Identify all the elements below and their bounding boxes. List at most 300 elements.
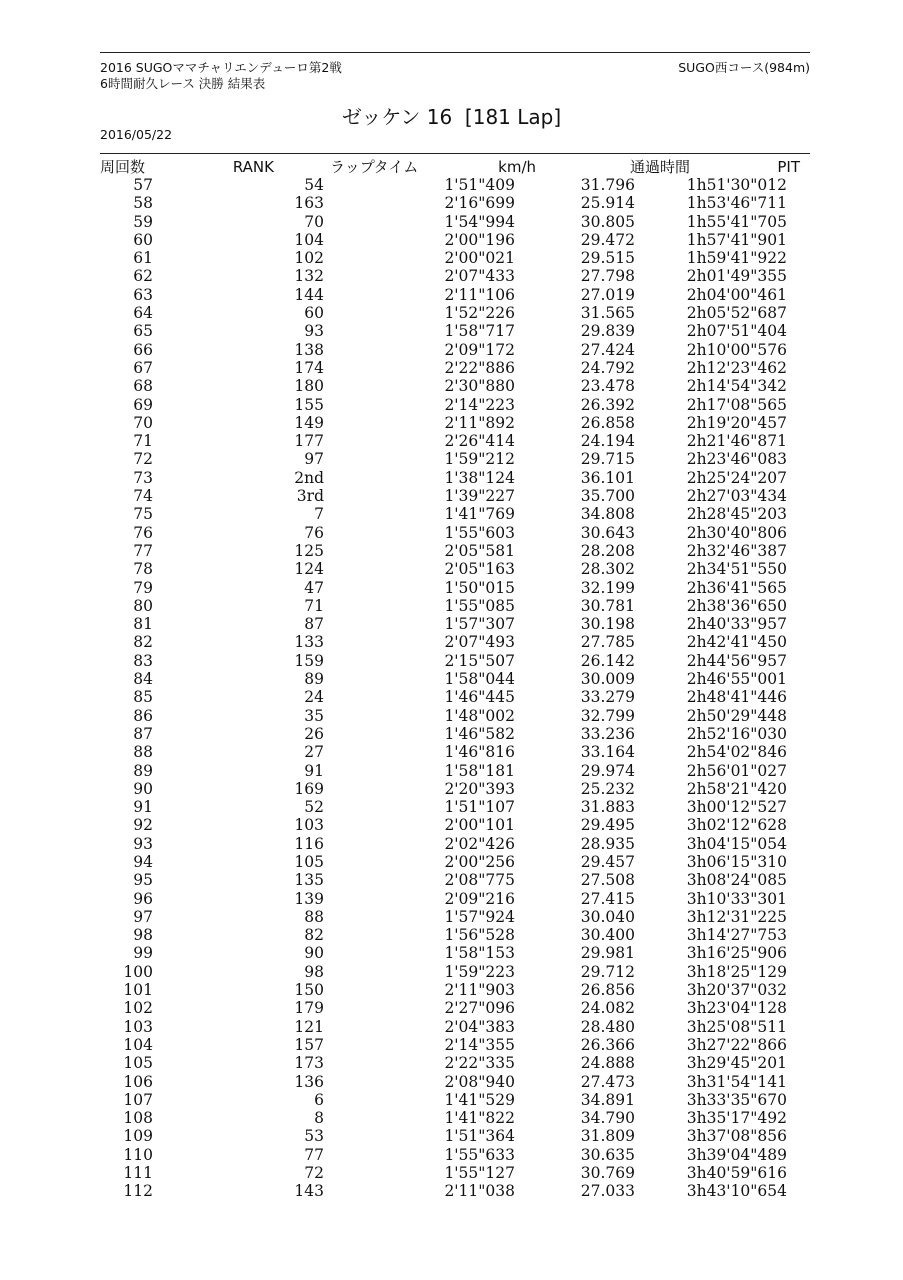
passing-time-cell: 1h55'41"705 bbox=[686, 212, 787, 231]
passing-time-cell: 1h53'46"711 bbox=[686, 194, 787, 213]
lap-number: 85 bbox=[133, 688, 153, 707]
lap-time-cell: 1'55"603 bbox=[444, 523, 515, 542]
lap-number: 81 bbox=[133, 615, 153, 634]
lap-time-cell: 2'00"196 bbox=[444, 230, 515, 249]
table-row bbox=[100, 194, 810, 212]
lap-number: 100 bbox=[123, 962, 153, 981]
speed-cell: 24.888 bbox=[580, 1054, 635, 1073]
pit-cell bbox=[787, 286, 810, 304]
pit-cell bbox=[787, 615, 810, 633]
col-header-lap: 周回数 bbox=[100, 158, 146, 176]
col-header-lap-time: ラップタイム bbox=[330, 158, 419, 176]
pit-cell bbox=[787, 1036, 810, 1054]
passing-time-cell: 2h27'03"434 bbox=[686, 487, 787, 506]
speed-cell: 26.856 bbox=[580, 981, 635, 1000]
lap-number: 101 bbox=[123, 981, 153, 1000]
lap-number: 99 bbox=[133, 944, 153, 963]
speed-cell: 26.392 bbox=[580, 395, 635, 414]
lap-time-cell: 1'58"153 bbox=[444, 944, 515, 963]
lap-number: 78 bbox=[133, 560, 153, 579]
rank-cell: 26 bbox=[304, 724, 324, 743]
table-row bbox=[100, 1091, 810, 1109]
lap-time-cell: 1'51"409 bbox=[444, 176, 515, 194]
lap-time-cell: 2'11"892 bbox=[444, 413, 515, 432]
speed-cell: 29.457 bbox=[580, 852, 635, 871]
lap-time-cell: 2'08"940 bbox=[444, 1072, 515, 1091]
pit-cell bbox=[787, 798, 810, 816]
rank-cell: 143 bbox=[294, 1182, 324, 1201]
table-row bbox=[100, 249, 810, 267]
rank-cell: 87 bbox=[304, 615, 324, 634]
pit-cell bbox=[787, 652, 810, 670]
table-row bbox=[100, 670, 810, 688]
rank-cell: 27 bbox=[304, 743, 324, 762]
lap-number: 90 bbox=[133, 779, 153, 798]
pit-cell bbox=[787, 359, 810, 377]
passing-time-cell: 2h58'21"420 bbox=[686, 779, 787, 798]
passing-time-cell: 2h32'46"387 bbox=[686, 541, 787, 560]
pit-cell bbox=[787, 926, 810, 944]
passing-time-cell: 2h21'46"871 bbox=[686, 432, 787, 451]
rank-cell: 97 bbox=[304, 450, 324, 469]
speed-cell: 27.019 bbox=[580, 285, 635, 304]
pit-cell bbox=[787, 707, 810, 725]
passing-time-cell: 2h38'36"650 bbox=[686, 596, 787, 615]
pit-cell bbox=[787, 999, 810, 1017]
table-row bbox=[100, 341, 810, 359]
lap-time-cell: 2'14"223 bbox=[444, 395, 515, 414]
lap-time-cell: 1'39"227 bbox=[444, 487, 515, 506]
passing-time-cell: 3h10'33"301 bbox=[686, 889, 787, 908]
rank-cell: 150 bbox=[294, 981, 324, 1000]
lap-time-cell: 2'16"699 bbox=[444, 194, 515, 213]
table-row bbox=[100, 505, 810, 523]
lap-time-cell: 1'55"085 bbox=[444, 596, 515, 615]
passing-time-cell: 3h06'15"310 bbox=[686, 852, 787, 871]
passing-time-cell: 3h25'08"511 bbox=[686, 1017, 787, 1036]
speed-cell: 30.805 bbox=[580, 212, 635, 231]
pit-cell bbox=[787, 743, 810, 761]
table-row bbox=[100, 1073, 810, 1091]
pit-cell bbox=[787, 505, 810, 523]
lap-time-cell: 1'55"633 bbox=[444, 1145, 515, 1164]
speed-cell: 24.082 bbox=[580, 999, 635, 1018]
passing-time-cell: 2h28'45"203 bbox=[686, 505, 787, 524]
lap-number: 108 bbox=[123, 1109, 153, 1128]
rank-cell: 7 bbox=[314, 505, 324, 524]
passing-time-cell: 3h27'22"866 bbox=[686, 1035, 787, 1054]
rank-cell: 125 bbox=[294, 541, 324, 560]
speed-cell: 29.981 bbox=[580, 944, 635, 963]
passing-time-cell: 3h04'15"054 bbox=[686, 834, 787, 853]
rank-cell: 179 bbox=[294, 999, 324, 1018]
lap-number: 83 bbox=[133, 651, 153, 670]
lap-number: 79 bbox=[133, 578, 153, 597]
rank-cell: 71 bbox=[304, 596, 324, 615]
rank-cell: 155 bbox=[294, 395, 324, 414]
lap-time-cell: 2'15"507 bbox=[444, 651, 515, 670]
passing-time-cell: 3h40'59"616 bbox=[686, 1164, 787, 1183]
pit-cell bbox=[787, 670, 810, 688]
col-header-kmh: km/h bbox=[498, 158, 536, 176]
race-subtitle: 6時間耐久レース 決勝 結果表 bbox=[100, 76, 266, 91]
pit-cell bbox=[787, 981, 810, 999]
lap-number: 111 bbox=[123, 1164, 153, 1183]
passing-time-cell: 2h05'52"687 bbox=[686, 304, 787, 323]
speed-cell: 27.424 bbox=[580, 340, 635, 359]
lap-number: 105 bbox=[123, 1054, 153, 1073]
pit-cell bbox=[787, 1091, 810, 1109]
pit-cell bbox=[787, 871, 810, 889]
table-row bbox=[100, 816, 810, 834]
passing-time-cell: 2h34'51"550 bbox=[686, 560, 787, 579]
lap-time-cell: 1'51"364 bbox=[444, 1127, 515, 1146]
pit-cell bbox=[787, 1164, 810, 1182]
passing-time-cell: 1h51'30"012 bbox=[686, 176, 787, 194]
passing-time-cell: 2h12'23"462 bbox=[686, 358, 787, 377]
lap-time-cell: 1'58"044 bbox=[444, 670, 515, 689]
table-row bbox=[100, 981, 810, 999]
pit-cell bbox=[787, 1018, 810, 1036]
table-row bbox=[100, 1018, 810, 1036]
table-row bbox=[100, 853, 810, 871]
lap-number: 60 bbox=[133, 230, 153, 249]
rank-cell: 144 bbox=[294, 285, 324, 304]
table-row bbox=[100, 1127, 810, 1145]
pit-cell bbox=[787, 597, 810, 615]
passing-time-cell: 1h59'41"922 bbox=[686, 249, 787, 268]
rank-cell: 174 bbox=[294, 358, 324, 377]
rank-cell: 139 bbox=[294, 889, 324, 908]
top-rule bbox=[100, 52, 810, 53]
lap-time-cell: 2'22"335 bbox=[444, 1054, 515, 1073]
rank-cell: 52 bbox=[304, 798, 324, 817]
lap-time-cell: 2'08"775 bbox=[444, 871, 515, 890]
table-row bbox=[100, 396, 810, 414]
lap-time-cell: 1'58"717 bbox=[444, 322, 515, 341]
speed-cell: 30.781 bbox=[580, 596, 635, 615]
pit-cell bbox=[787, 1109, 810, 1127]
rank-cell: 76 bbox=[304, 523, 324, 542]
rank-cell: 121 bbox=[294, 1017, 324, 1036]
lap-time-cell: 1'41"529 bbox=[444, 1090, 515, 1109]
table-row bbox=[100, 176, 810, 194]
table-row bbox=[100, 1036, 810, 1054]
lap-time-cell: 2'30"880 bbox=[444, 377, 515, 396]
table-row bbox=[100, 1164, 810, 1182]
lap-time-cell: 2'11"106 bbox=[444, 285, 515, 304]
lap-number: 63 bbox=[133, 285, 153, 304]
table-row bbox=[100, 908, 810, 926]
rank-cell: 3rd bbox=[296, 487, 324, 506]
table-row bbox=[100, 1146, 810, 1164]
pit-cell bbox=[787, 194, 810, 212]
table-row bbox=[100, 633, 810, 651]
lap-number: 57 bbox=[133, 176, 153, 194]
rank-cell: 135 bbox=[294, 871, 324, 890]
lap-time-cell: 2'00"256 bbox=[444, 852, 515, 871]
pit-cell bbox=[787, 780, 810, 798]
lap-number: 88 bbox=[133, 743, 153, 762]
lap-time-cell: 1'48"002 bbox=[444, 706, 515, 725]
lap-time-cell: 1'38"124 bbox=[444, 468, 515, 487]
speed-cell: 31.796 bbox=[580, 176, 635, 194]
lap-number: 70 bbox=[133, 413, 153, 432]
pit-cell bbox=[787, 853, 810, 871]
rank-cell: 2nd bbox=[294, 468, 324, 487]
speed-cell: 34.790 bbox=[580, 1109, 635, 1128]
rank-cell: 133 bbox=[294, 633, 324, 652]
lap-time-cell: 2'05"163 bbox=[444, 560, 515, 579]
table-row bbox=[100, 432, 810, 450]
col-header-rank: RANK bbox=[232, 158, 274, 176]
speed-cell: 30.635 bbox=[580, 1145, 635, 1164]
lap-number: 82 bbox=[133, 633, 153, 652]
passing-time-cell: 2h30'40"806 bbox=[686, 523, 787, 542]
lap-time-cell: 2'07"433 bbox=[444, 267, 515, 286]
rank-cell: 102 bbox=[294, 249, 324, 268]
passing-time-cell: 2h52'16"030 bbox=[686, 724, 787, 743]
lap-number: 112 bbox=[123, 1182, 153, 1201]
passing-time-cell: 1h57'41"901 bbox=[686, 230, 787, 249]
passing-time-cell: 2h54'02"846 bbox=[686, 743, 787, 762]
passing-time-cell: 3h43'10"654 bbox=[686, 1182, 787, 1201]
lap-number: 109 bbox=[123, 1127, 153, 1146]
rank-cell: 157 bbox=[294, 1035, 324, 1054]
table-row bbox=[100, 926, 810, 944]
table-row bbox=[100, 944, 810, 962]
passing-time-cell: 3h31'54"141 bbox=[686, 1072, 787, 1091]
rank-cell: 124 bbox=[294, 560, 324, 579]
speed-cell: 29.712 bbox=[580, 962, 635, 981]
speed-cell: 29.495 bbox=[580, 816, 635, 835]
speed-cell: 30.400 bbox=[580, 926, 635, 945]
rank-cell: 93 bbox=[304, 322, 324, 341]
lap-time-cell: 1'46"582 bbox=[444, 724, 515, 743]
speed-cell: 34.808 bbox=[580, 505, 635, 524]
passing-time-cell: 2h10'00"576 bbox=[686, 340, 787, 359]
lap-number: 102 bbox=[123, 999, 153, 1018]
lap-time-cell: 1'59"223 bbox=[444, 962, 515, 981]
passing-time-cell: 3h18'25"129 bbox=[686, 962, 787, 981]
pit-cell bbox=[787, 1127, 810, 1145]
lap-number: 75 bbox=[133, 505, 153, 524]
pit-cell bbox=[787, 1073, 810, 1091]
pit-cell bbox=[787, 762, 810, 780]
lap-time-cell: 1'57"307 bbox=[444, 615, 515, 634]
pit-cell bbox=[787, 469, 810, 487]
speed-cell: 30.643 bbox=[580, 523, 635, 542]
lap-time-cell: 2'09"216 bbox=[444, 889, 515, 908]
rank-cell: 132 bbox=[294, 267, 324, 286]
speed-cell: 28.935 bbox=[580, 834, 635, 853]
pit-cell bbox=[787, 560, 810, 578]
table-row bbox=[100, 1054, 810, 1072]
lap-time-cell: 1'51"107 bbox=[444, 798, 515, 817]
table-row bbox=[100, 780, 810, 798]
lap-number: 92 bbox=[133, 816, 153, 835]
pit-cell bbox=[787, 579, 810, 597]
passing-time-cell: 3h16'25"906 bbox=[686, 944, 787, 963]
table-row bbox=[100, 762, 810, 780]
lap-time-cell: 2'27"096 bbox=[444, 999, 515, 1018]
passing-time-cell: 3h37'08"856 bbox=[686, 1127, 787, 1146]
passing-time-cell: 3h35'17"492 bbox=[686, 1109, 787, 1128]
lap-number: 77 bbox=[133, 541, 153, 560]
rank-cell: 103 bbox=[294, 816, 324, 835]
table-row bbox=[100, 267, 810, 285]
speed-cell: 31.809 bbox=[580, 1127, 635, 1146]
table-row bbox=[100, 1182, 810, 1200]
passing-time-cell: 2h23'46"083 bbox=[686, 450, 787, 469]
lap-number: 68 bbox=[133, 377, 153, 396]
speed-cell: 27.473 bbox=[580, 1072, 635, 1091]
rank-cell: 60 bbox=[304, 304, 324, 323]
table-row bbox=[100, 487, 810, 505]
passing-time-cell: 2h44'56"957 bbox=[686, 651, 787, 670]
rank-cell: 91 bbox=[304, 761, 324, 780]
pit-cell bbox=[787, 487, 810, 505]
pit-cell bbox=[787, 1054, 810, 1072]
lap-number: 69 bbox=[133, 395, 153, 414]
lap-time-cell: 2'26"414 bbox=[444, 432, 515, 451]
passing-time-cell: 2h50'29"448 bbox=[686, 706, 787, 725]
pit-cell bbox=[787, 231, 810, 249]
header-rule bbox=[100, 153, 810, 154]
speed-cell: 27.508 bbox=[580, 871, 635, 890]
table-row bbox=[100, 304, 810, 322]
table-row bbox=[100, 743, 810, 761]
lap-number: 62 bbox=[133, 267, 153, 286]
lap-number: 97 bbox=[133, 907, 153, 926]
speed-cell: 27.785 bbox=[580, 633, 635, 652]
passing-time-cell: 2h36'41"565 bbox=[686, 578, 787, 597]
pit-cell bbox=[787, 725, 810, 743]
table-row bbox=[100, 579, 810, 597]
lap-time-cell: 2'02"426 bbox=[444, 834, 515, 853]
pit-cell bbox=[787, 304, 810, 322]
pit-cell bbox=[787, 249, 810, 267]
speed-cell: 30.009 bbox=[580, 670, 635, 689]
table-row bbox=[100, 560, 810, 578]
lap-time-cell: 2'04"383 bbox=[444, 1017, 515, 1036]
lap-time-cell: 2'00"021 bbox=[444, 249, 515, 268]
lap-time-cell: 1'56"528 bbox=[444, 926, 515, 945]
lap-time-cell: 2'22"886 bbox=[444, 358, 515, 377]
speed-cell: 36.101 bbox=[580, 468, 635, 487]
rank-cell: 90 bbox=[304, 944, 324, 963]
table-row bbox=[100, 1109, 810, 1127]
page-title: ゼッケン 16 [181 Lap] bbox=[341, 105, 562, 129]
lap-number: 86 bbox=[133, 706, 153, 725]
speed-cell: 25.232 bbox=[580, 779, 635, 798]
passing-time-cell: 2h07'51"404 bbox=[686, 322, 787, 341]
table-row bbox=[100, 707, 810, 725]
passing-time-cell: 3h20'37"032 bbox=[686, 981, 787, 1000]
lap-number: 76 bbox=[133, 523, 153, 542]
table-row bbox=[100, 725, 810, 743]
rank-cell: 54 bbox=[304, 176, 324, 194]
speed-cell: 33.164 bbox=[580, 743, 635, 762]
lap-number: 80 bbox=[133, 596, 153, 615]
speed-cell: 32.199 bbox=[580, 578, 635, 597]
speed-cell: 27.798 bbox=[580, 267, 635, 286]
passing-time-cell: 3h08'24"085 bbox=[686, 871, 787, 890]
lap-time-cell: 1'58"181 bbox=[444, 761, 515, 780]
table-row bbox=[100, 798, 810, 816]
table-row bbox=[100, 450, 810, 468]
lap-time-cell: 2'11"903 bbox=[444, 981, 515, 1000]
pit-cell bbox=[787, 432, 810, 450]
pit-cell bbox=[787, 688, 810, 706]
rank-cell: 70 bbox=[304, 212, 324, 231]
table-row bbox=[100, 542, 810, 560]
table-row bbox=[100, 688, 810, 706]
rank-cell: 88 bbox=[304, 907, 324, 926]
rank-cell: 82 bbox=[304, 926, 324, 945]
passing-time-cell: 2h19'20"457 bbox=[686, 413, 787, 432]
passing-time-cell: 3h00'12"527 bbox=[686, 798, 787, 817]
lap-time-cell: 1'41"769 bbox=[444, 505, 515, 524]
pit-cell bbox=[787, 835, 810, 853]
speed-cell: 29.715 bbox=[580, 450, 635, 469]
table-row bbox=[100, 835, 810, 853]
speed-cell: 32.799 bbox=[580, 706, 635, 725]
rank-cell: 163 bbox=[294, 194, 324, 213]
speed-cell: 33.279 bbox=[580, 688, 635, 707]
lap-number: 107 bbox=[123, 1090, 153, 1109]
lap-number: 87 bbox=[133, 724, 153, 743]
lap-time-cell: 1'41"822 bbox=[444, 1109, 515, 1128]
speed-cell: 30.769 bbox=[580, 1164, 635, 1183]
speed-cell: 23.478 bbox=[580, 377, 635, 396]
table-row bbox=[100, 286, 810, 304]
lap-time-cell: 1'50"015 bbox=[444, 578, 515, 597]
speed-cell: 31.565 bbox=[580, 304, 635, 323]
table-row bbox=[100, 322, 810, 340]
lap-number: 95 bbox=[133, 871, 153, 890]
speed-cell: 29.515 bbox=[580, 249, 635, 268]
rank-cell: 53 bbox=[304, 1127, 324, 1146]
lap-number: 71 bbox=[133, 432, 153, 451]
table-row bbox=[100, 414, 810, 432]
lap-results-table bbox=[100, 176, 810, 1201]
lap-number: 65 bbox=[133, 322, 153, 341]
rank-cell: 104 bbox=[294, 230, 324, 249]
passing-time-cell: 3h12'31"225 bbox=[686, 907, 787, 926]
rank-cell: 105 bbox=[294, 852, 324, 871]
lap-time-cell: 1'59"212 bbox=[444, 450, 515, 469]
lap-number: 103 bbox=[123, 1017, 153, 1036]
pit-cell bbox=[787, 322, 810, 340]
lap-number: 91 bbox=[133, 798, 153, 817]
event-name: 2016 SUGOママチャリエンデューロ第2戦 bbox=[100, 60, 342, 75]
speed-cell: 35.700 bbox=[580, 487, 635, 506]
table-row bbox=[100, 231, 810, 249]
rank-cell: 116 bbox=[294, 834, 324, 853]
table-row bbox=[100, 359, 810, 377]
lap-number: 66 bbox=[133, 340, 153, 359]
lap-number: 61 bbox=[133, 249, 153, 268]
rank-cell: 149 bbox=[294, 413, 324, 432]
pit-cell bbox=[787, 176, 810, 194]
rank-cell: 159 bbox=[294, 651, 324, 670]
passing-time-cell: 3h29'45"201 bbox=[686, 1054, 787, 1073]
pit-cell bbox=[787, 816, 810, 834]
pit-cell bbox=[787, 213, 810, 231]
passing-time-cell: 2h14'54"342 bbox=[686, 377, 787, 396]
pit-cell bbox=[787, 890, 810, 908]
